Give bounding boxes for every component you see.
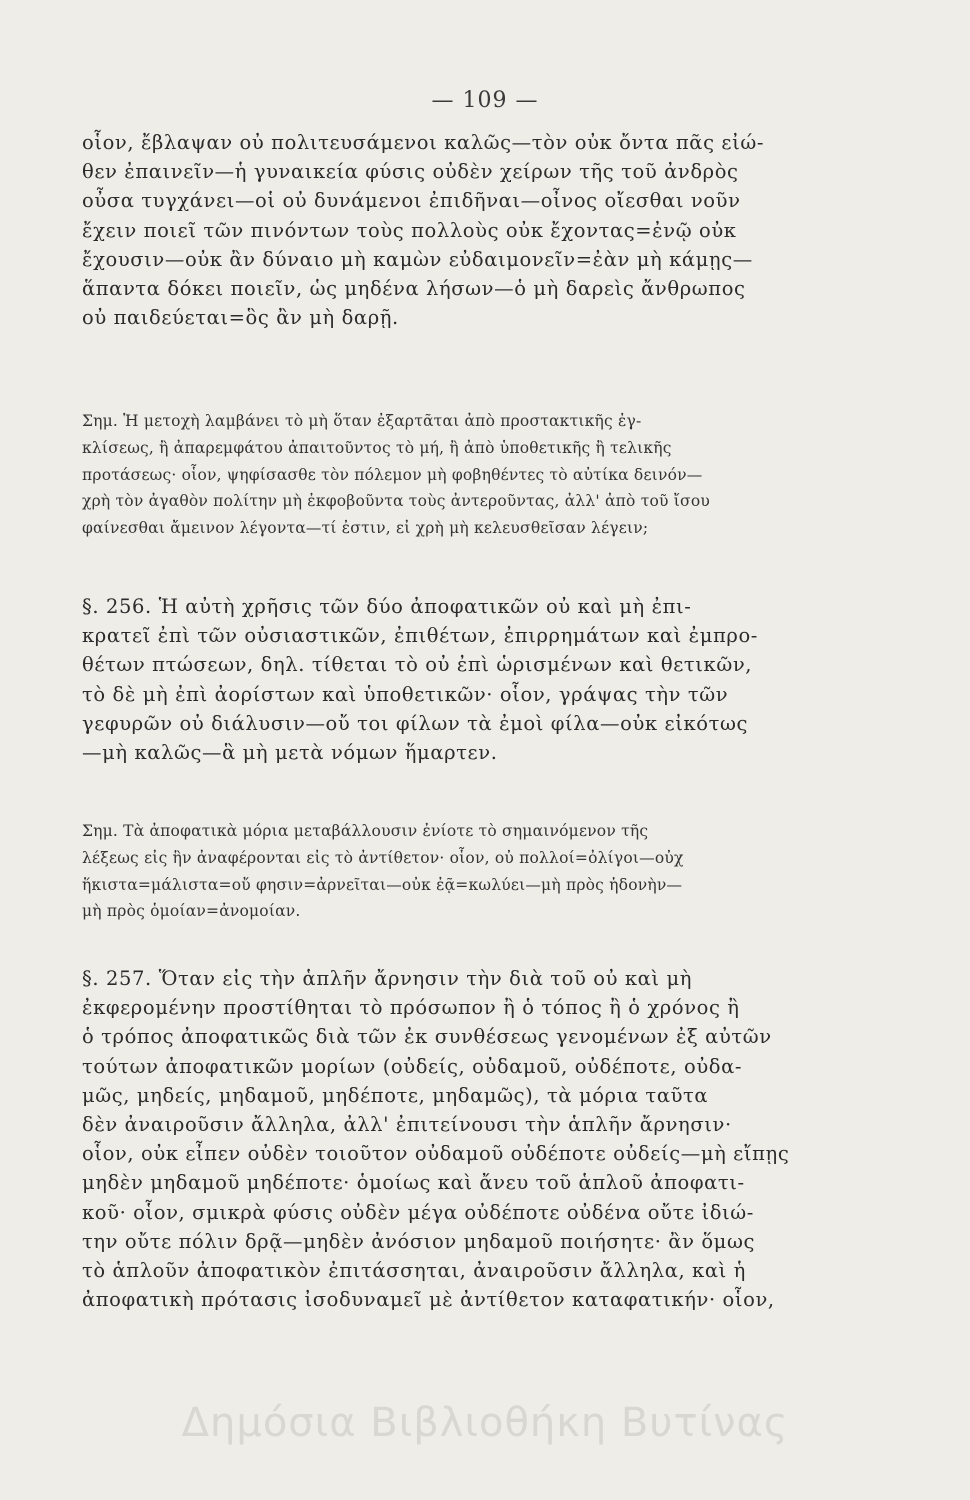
text-line: ἀποφατικὴ πρότασις ἰσοδυναμεῖ μὲ ἀντίθετον καταφατικήν· οἷον,: [82, 1288, 775, 1312]
text-line: ἐκφερομένην προστίθηται τὸ πρόσωπον ἢ ὁ τόπος ἢ ὁ χρόνος ἢ: [82, 996, 740, 1020]
text-line: ὁ τρόπος ἀποφατικῶς διὰ τῶν ἐκ συνθέσεως γενομένων ἐξ αὐτῶν: [82, 1025, 772, 1049]
note-line: Σημ. Τὰ ἀποφατικὰ μόρια μεταβάλλουσιν ἐνίοτε τὸ σημαινόμενον τῆς: [82, 822, 649, 840]
text-line: θέτων πτώσεων, δηλ. τίθεται τὸ οὐ ἐπὶ ὡρισμένων καὶ θετικῶν,: [82, 653, 753, 677]
note-line: μὴ πρὸς ὁμοίαν=ἀνομοίαν.: [82, 902, 301, 921]
text-line: οὖσα τυγχάνει—οἱ οὐ δυνάμενοι ἐπιδῆναι—οἶνος οἴεσθαι νοῦν: [82, 189, 741, 213]
text-line: τούτων ἀποφατικῶν μορίων (οὐδείς, οὐδαμοῦ, οὐδέποτε, οὐδα-: [82, 1054, 743, 1078]
text-line: την οὔτε πόλιν δρᾷ—μηδὲν ἀνόσιον μηδαμοῦ ποιήσητε· ἂν ὅμως: [82, 1229, 755, 1253]
paragraph-examples: [82, 128, 822, 332]
note-line: χρὴ τὸν ἀγαθὸν πολίτην μὴ ἐκφοβοῦντα τοὺς ἀντεροῦντας, ἀλλ' ἀπὸ τοῦ ἴσου: [82, 492, 710, 511]
text-line: οἷον, ἔβλαψαν οὐ πολιτευσάμενοι καλῶς—τὸν οὐκ ὄντα πᾶς εἰώ-: [82, 131, 765, 154]
note-line: ἥκιστα=μάλιστα=οὔ φησιν=ἀρνεῖται—οὐκ ἐᾷ=κωλύει—μὴ πρὸς ἡδονὴν—: [82, 875, 683, 894]
page-number: — 109 —: [431, 88, 539, 113]
section-257: [82, 964, 822, 1314]
text-line: τὸ ἁπλοῦν ἀποφατικὸν ἐπιτάσσηται, ἀναιροῦσιν ἄλληλα, καὶ ἡ: [82, 1259, 746, 1283]
text-line: ἅπαντα δόκει ποιεῖν, ὡς μηδένα λήσων—ὁ μὴ δαρεὶς ἄνθρωπος: [82, 277, 746, 301]
text-line: —μὴ καλῶς—ἃ μὴ μετὰ νόμων ἥμαρτεν.: [82, 741, 498, 765]
text-line: τὸ δὲ μὴ ἐπὶ ἀορίστων καὶ ὑποθετικῶν· οἷον, γράψας τὴν τῶν: [82, 682, 729, 706]
text-line: οἷον, οὐκ εἶπεν οὐδὲν τοιοῦτον οὐδαμοῦ οὐδέποτε οὐδείς—μὴ εἴπῃς: [82, 1142, 790, 1166]
note-line: κλίσεως, ἢ ἀπαρεμφάτου ἀπαιτοῦντος τὸ μή, ἢ ἀπὸ ὑποθετικῆς ἢ τελικῆς: [82, 438, 672, 457]
library-watermark: Δημόσια Βιβλιοθήκη Βυτίνας: [181, 1400, 789, 1446]
text-line: γεφυρῶν οὐ διάλυσιν—οὔ τοι φίλων τὰ ἐμοὶ φίλα—οὐκ εἰκότως: [82, 711, 748, 735]
text-line: κοῦ· οἷον, σμικρὰ φύσις οὐδὲν μέγα οὐδέποτε οὐδένα οὔτε ἰδιώ-: [82, 1200, 754, 1224]
text-line: θεν ἐπαινεῖν—ἡ γυναικεία φύσις οὐδὲν χείρων τῆς τοῦ ἀνδρὸς: [82, 160, 739, 184]
text-line: §. 256. Ἡ αὐτὴ χρῆσις τῶν δύο ἀποφατικῶν οὐ καὶ μὴ ἐπι-: [82, 595, 692, 618]
note-negatives: [82, 818, 822, 925]
note-participle: [82, 408, 822, 542]
text-line: κρατεῖ ἐπὶ τῶν οὐσιαστικῶν, ἐπιθέτων, ἐπιρρημάτων καὶ ἐμπρο-: [82, 624, 758, 648]
text-line: δὲν ἀναιροῦσιν ἄλληλα, ἀλλ' ἐπιτείνουσι τὴν ἁπλῆν ἄρνησιν·: [82, 1113, 732, 1137]
note-line: προτάσεως· οἷον, ψηφίσασθε τὸν πόλεμον μὴ φοβηθέντες τὸ αὐτίκα δεινόν—: [82, 465, 703, 484]
note-line: Σημ. Ἡ μετοχὴ λαμβάνει τὸ μὴ ὅταν ἐξαρτᾶται ἀπὸ προστακτικῆς ἐγ-: [82, 412, 642, 430]
note-line: φαίνεσθαι ἄμεινον λέγοντα—τί ἐστιν, εἰ χρὴ μὴ κελευσθεῖσαν λέγειν;: [82, 519, 649, 538]
text-line: ἔχουσιν—οὐκ ἂν δύναιο μὴ καμὼν εὐδαιμονεῖν=ἐὰν μὴ κάμῃς—: [82, 247, 753, 271]
text-line: μῶς, μηδείς, μηδαμοῦ, μηδέποτε, μηδαμῶς), τὰ μόρια ταῦτα: [82, 1083, 709, 1107]
text-line: οὐ παιδεύεται=ὃς ἂν μὴ δαρῇ.: [82, 306, 399, 330]
text-line: μηδὲν μηδαμοῦ μηδέποτε· ὁμοίως καὶ ἄνευ τοῦ ἁπλοῦ ἀποφατι-: [82, 1171, 745, 1195]
text-line: ἔχειν ποιεῖ τῶν πινόντων τοὺς πολλοὺς οὐκ ἔχοντας=ἐνῷ οὐκ: [82, 218, 737, 242]
section-256: [82, 592, 822, 767]
note-line: λέξεως εἰς ἣν ἀναφέρονται εἰς τὸ ἀντίθετον· οἷον, οὐ πολλοί=ὀλίγοι—οὐχ: [82, 848, 684, 867]
text-line: §. 257. Ὅταν εἰς τὴν ἁπλῆν ἄρνησιν τὴν διὰ τοῦ οὐ καὶ μὴ: [82, 967, 693, 990]
